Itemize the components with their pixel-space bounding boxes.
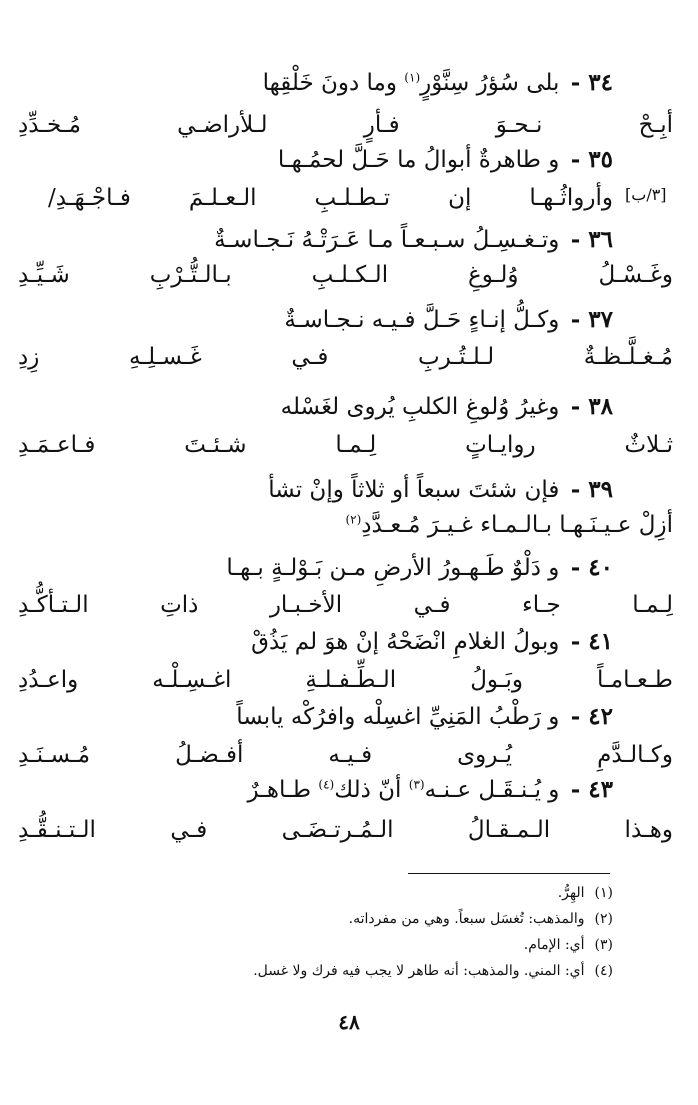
verse-number: ٣٨ - [570,393,613,420]
verse-number: ٤٣ - [570,776,613,803]
verse-text: فإن شئتَ سبعاً أو ثلاثاً وإنْ تشأ [268,477,560,503]
verse-41-first-hemistich [251,627,613,657]
verse-number: ٣٩ - [570,476,613,503]
verse-37-first-hemistich [284,305,613,335]
verse-number: ٣٧ - [570,306,613,333]
verse-number: ٣٦ - [570,226,613,253]
footnote-text: الهِرُّ. [557,885,585,901]
footnote-ref-2: (٢) [345,512,362,527]
verse-42-first-hemistich [236,702,613,732]
verse-36-second-hemistich: وغَـسْـلُ وُلـوغِ الـكـلـبِ بـالـتُّـرْبِ شَـيِّـدِ [18,262,673,288]
verse-text: بلى سُؤرُ سِنَّوْرٍ [420,70,560,96]
verse-37-second-hemistich: مُـغـلَّـظـةٌ لـلـتُـربِ فـي غَـسـلِـهِ زِدِ [18,344,673,370]
verse-43-first-hemistich [247,775,613,805]
verse-text-cont: وما دونَ خَلْقِها [262,70,397,96]
verse-39-second-hemistich [18,510,673,540]
verse-text: و يُـنـقَـل عـنـه [424,777,560,803]
verse-text-cont: أنّ ذلك [334,777,402,803]
footnotes [53,880,613,984]
verse-36-first-hemistich [214,225,613,255]
verse-number: ٤٠ - [570,554,613,581]
footnote-separator [408,873,610,874]
verse-number: ٣٥ - [570,146,613,173]
verse-34-second-hemistich: أبِـحْ نـحـوَ فـأرٍ لـلأراضـي مُـخـدِّدِ [18,112,673,138]
footnote-text: والمذهب: تُغسَل سبعاً. وهي من مفرداته. [348,911,585,927]
verse-text: وبولُ الغلامِ انْضَحْهُ إنْ هوَ لم يَذُقْ [251,629,560,655]
verse-38-second-hemistich: ثـلاثٌ روايـاتٍ لِـمـا شـئـتَ فـاعـمَـدِ [18,432,673,458]
verse-text-cont2: طـاهـرٌ [247,777,312,803]
verse-40-first-hemistich [226,553,613,583]
verse-35-second-hemistich: وأرواثُـهـا إن تـطـلـبِ الـعـلـمَ فـاجْـهَـدِ/ [48,185,613,211]
verse-number: ٤٢ - [570,703,613,730]
verse-text: وغيرُ وُلوغِ الكلبِ يُروى لغَسْله [280,394,560,420]
verse-35-first-hemistich [278,145,613,175]
verse-40-second-hemistich: لِـمـا جـاء فـي الأخـبـار ذاتِ الـتـأكُّـدِ [18,592,673,618]
margin-folio-note: [٣/ب] [625,185,667,204]
footnote-ref-3: (٣) [408,777,425,792]
footnote-2 [53,906,613,932]
footnote-number: (١) [594,885,613,901]
footnote-text: أي: الإمام. [523,937,585,953]
page-number: ٤٨ [338,1010,360,1034]
verse-number: ٣٤ - [570,69,613,96]
footnote-1 [53,880,613,906]
verse-38-first-hemistich [281,392,613,422]
verse-42-second-hemistich: وكـالـدَّمِ يُـروى فـيـه أفـضـلُ مُـسـنَـدِ [18,742,673,768]
footnote-text: أي: المني. والمذهب: أنه طاهر لا يجب فيه فرك ولا غسل. [253,963,585,979]
verse-41-second-hemistich: طـعـامـاً وبَـولُ الـطِّـفـلـةِ اغـسِـلْـه واعـدُدِ [18,667,673,693]
verse-text: و دَلْوٌ طَـهـورُ الأرضِ مـن بَـوْلـةٍ بـهـا [226,555,560,581]
footnote-4 [53,958,613,984]
footnote-number: (٢) [594,911,613,927]
verse-text: و طاهرةٌ أبوالُ ما حَـلَّ لحمُـهـا [277,147,560,173]
footnote-number: (٤) [594,963,613,979]
verse-34-first-hemistich [263,68,613,98]
verse-43-second-hemistich: وهـذا الـمـقـالُ الـمُـرتـضَـى فـي الـتـنـقُّـدِ [18,817,673,843]
verse-39-first-hemistich [268,475,613,505]
footnote-3 [53,932,613,958]
verse-text: و رَطْبُ المَنِيِّ اغسِلْه وافرُكْه يابساً [236,704,560,730]
verse-text: وكـلُّ إنـاءٍ حَـلَّ فـيـه نـجـاسـةٌ [284,307,560,333]
verse-number: ٤١ - [570,628,613,655]
verse-text: أزِلْ عـيـنَـهـا بـالـمـاء غـيـرَ مُـعـدَّدِ [361,512,673,538]
footnote-number: (٣) [594,937,613,953]
footnote-ref-4: (٤) [318,777,335,792]
footnote-ref-1: (١) [404,70,421,85]
verse-text: وتـغـسِـلُ سـبـعـاً مـا عَـرَتْـهُ نَـجـاسـةٌ [214,227,560,253]
